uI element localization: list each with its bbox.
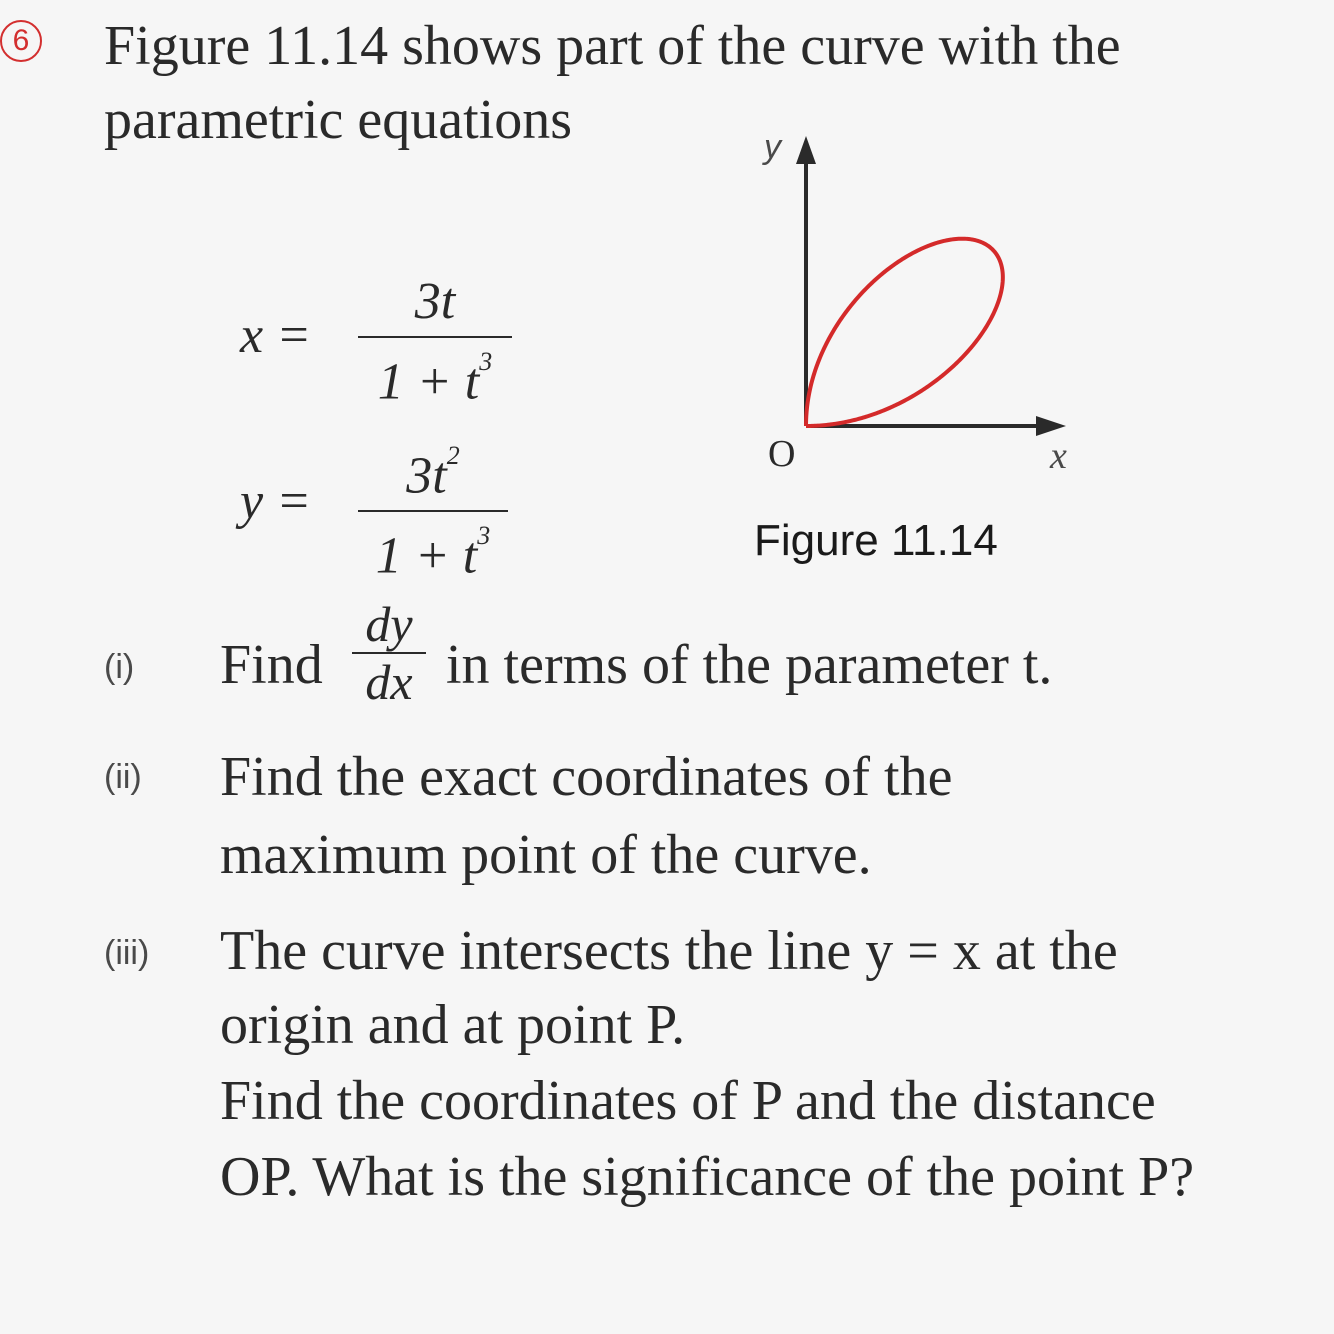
equation-x-lhs: x =: [240, 307, 312, 364]
part-iii-line-2: origin and at point P.: [220, 994, 686, 1056]
equation-x-numerator: 3t: [414, 273, 456, 330]
equation-y-fraction: [358, 436, 508, 587]
equation-x-denominator-exponent: 3: [479, 347, 493, 376]
x-axis-label: x: [1050, 435, 1067, 477]
equation-y-denominator-exponent: 3: [477, 521, 491, 551]
equation-x-fraction: [358, 272, 512, 412]
y-axis-arrowhead: [796, 136, 816, 164]
part-iii-line-4: OP. What is the significance of the point P?: [220, 1146, 1195, 1208]
x-axis: [806, 416, 1066, 436]
part-i-label: (i): [104, 648, 135, 686]
question-intro-line-2: parametric equations: [104, 89, 573, 151]
question-number-badge: 6: [0, 20, 42, 62]
x-axis-arrowhead: [1036, 416, 1066, 436]
part-i-find: Find: [220, 634, 323, 696]
equation-y-denominator: [376, 516, 491, 586]
figure-caption: Figure 11.14: [754, 516, 998, 565]
part-ii-line-2: maximum point of the curve.: [220, 824, 872, 886]
part-iii-line-3: Find the coordinates of P and the distance: [220, 1070, 1156, 1132]
part-i-derivative-denominator: dx: [365, 654, 413, 710]
part-iii-label: (iii): [104, 934, 150, 972]
equation-y-fraction-bar: [358, 510, 508, 512]
equation-y-numerator: [406, 436, 459, 506]
part-iii-line-1: The curve intersects the line y = x at the: [220, 920, 1118, 982]
part-i-text: in terms of the parameter t.: [446, 634, 1053, 696]
folium-curve: [806, 239, 1003, 426]
question-intro-line-1: Figure 11.14 shows part of the curve with the: [104, 15, 1121, 77]
part-i-derivative-numerator: dy: [365, 596, 413, 652]
origin-label: O: [768, 433, 796, 475]
part-ii-line-1: Find the exact coordinates of the: [220, 746, 953, 808]
equation-y-numerator-base: 3t: [406, 447, 447, 505]
equation-x-fraction-bar: [358, 336, 512, 338]
y-axis-label: y: [764, 128, 781, 166]
equation-y-lhs: y =: [240, 473, 312, 530]
part-i-derivative-fraction: [352, 598, 426, 708]
equation-x-denominator-base: 1 + t: [377, 353, 480, 411]
equation-y-numerator-exponent: 2: [446, 441, 460, 470]
equation-x-denominator: [378, 342, 493, 412]
part-ii-label: (ii): [104, 758, 142, 796]
figure-11-14-graph: [740, 120, 1100, 480]
equation-y-denominator-base: 1 + t: [375, 527, 478, 585]
